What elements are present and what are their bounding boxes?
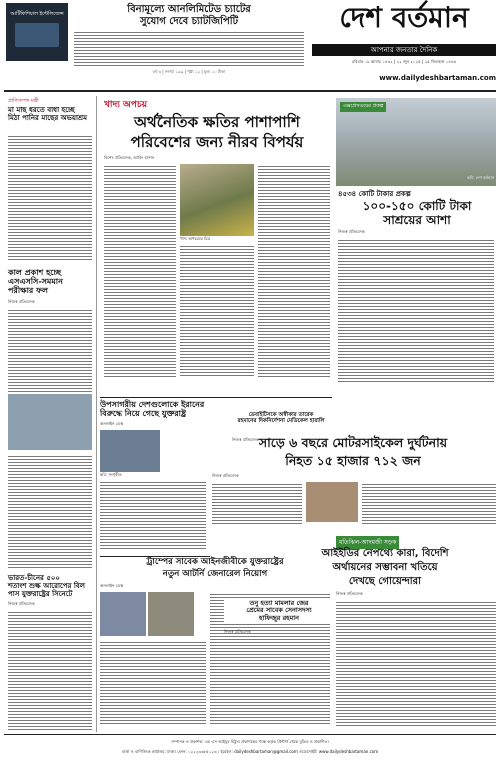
ied-story [321, 536, 498, 730]
motorcycle-photo [306, 482, 358, 522]
iran-byline: অনলাইন ডেস্ক [100, 421, 124, 426]
item1-body [8, 134, 92, 262]
expressway-story [336, 96, 498, 396]
iran-body [100, 480, 206, 550]
ad-box[interactable] [6, 3, 68, 61]
lead-headline-2[interactable]: পরিবেশের জন্য নীরব বিপর্যয় [130, 133, 304, 151]
newspaper-logo[interactable]: দেশ বর্তমান [339, 1, 469, 34]
ied-headline-2[interactable]: অর্থায়নের সম্ভাবনা খতিয়ে [332, 562, 438, 573]
diabetes-byline: নিজস্ব প্রতিবেদক [232, 437, 259, 442]
ad-headline[interactable]: বিনামূল্যে আনলিমিটেড চ্যাটের সুযোগ দেবে চ্যাটজিপিটি [127, 4, 251, 27]
trump-byline: অনলাইন ডেস্ক [100, 583, 124, 588]
lead-story [100, 96, 332, 396]
iran-headline[interactable]: উপসাগরীয় দেশগুলোকে ইরানের বিরুদ্ধে নিয়ে গেছে যুক্তরাষ্ট্র [100, 400, 205, 419]
ied-headline-1[interactable]: আইইডির নেপথ্যে কারা, বিদেশি [321, 548, 449, 559]
item2-headline[interactable]: কাল প্রকাশ হচ্ছে এসএসসি-সমমান পরীক্ষার ফল [8, 268, 63, 296]
lead-body-col3 [258, 164, 330, 378]
expressway-kicker: ৪৫৩৪ কোটি টাকার প্রকল্প [338, 190, 411, 198]
left-column [4, 94, 94, 734]
item1-headline[interactable]: মা মাছ ধরতে বাধা হচ্ছে মিঠা পানির মাছের অভয়াশ্রম [8, 106, 88, 123]
item2-byline: নিজস্ব প্রতিবেদক [8, 299, 35, 304]
expressway-badge: এক্সপ্রেসওয়ের প্রকল্প [340, 102, 386, 112]
motorcycle-byline: নিজস্ব প্রতিবেদক [212, 473, 239, 478]
iran-photo-caption: ছবি: সংগৃহীত [100, 472, 122, 477]
lead-photo [180, 164, 254, 236]
tagline: আপনার জনতার দৈনিক [312, 44, 496, 56]
lead-kicker: খাদ্য অপচয় [104, 100, 148, 110]
ad-brand: আর্টিফিশিয়াল ইন্টেলিজেন্স [10, 11, 64, 17]
ied-byline: নিজস্ব প্রতিবেদক [336, 591, 363, 596]
issue-note: বর্ষ ৩ | সংখ্যা ১৯৯ | পৃষ্ঠা ১২ | মূল্য ১০ টাকা [152, 69, 226, 74]
expressway-body [338, 238, 494, 384]
ad-graphic [15, 23, 59, 47]
item2-body-2 [8, 454, 92, 570]
row-rule-1 [100, 397, 332, 398]
trump-headline-1[interactable]: ট্রাম্পের সাবেক আইনজীবীকে যুক্তরাষ্ট্রের [146, 557, 284, 567]
footer-line-1: সম্পাদক ও প্রকাশক: এম এস আইযুব মিঠুন। প্রকাশকের পক্ষে কর্তৃক প্রিন্টার্স থেকে মুদ্রিত ও প্রকাশিত। [171, 739, 329, 744]
ied-badge: মতিঝিল-আদমজী সড়ক [336, 536, 399, 549]
expressway-byline: নিজস্ব প্রতিবেদক [338, 229, 365, 234]
item3-byline: নিজস্ব প্রতিবেদক [8, 601, 35, 606]
motorcycle-headline-2[interactable]: নিহত ১৫ হাজার ৭১২ জন [285, 453, 421, 468]
ied-body [336, 600, 496, 728]
ad-body-text [74, 30, 304, 66]
motorcycle-body-2 [362, 482, 496, 526]
footer-rule [4, 734, 496, 735]
item3-body [8, 610, 92, 730]
tanu-story [224, 600, 334, 730]
dateline: রবিবার ০৯ আষাঢ় ১৪৩২ | ২২ জুন ২০২৫ | ২৫ জিলহজ ১৪৪৬ [351, 59, 457, 64]
tanu-headline[interactable]: তনু হত্যা মামলার জের প্রেমের সাবেক সেনাসদস্য হাফিজুর রহমান [224, 600, 334, 622]
ied-headline-3[interactable]: দেখছে গোয়েন্দারা [348, 576, 422, 587]
col-divider-1 [96, 96, 97, 732]
lead-body-col2 [180, 244, 254, 378]
lead-photo-caption: খাদ্য অপচয়ের চিত্র [180, 236, 211, 241]
iran-photo [100, 430, 160, 472]
lead-body-col1 [104, 164, 176, 378]
diabetes-headline[interactable]: ডেবাইটিসকে অস্বীকার তারেক রহমানের দিকনির্দেশনা মেডিকেল হারালি [237, 412, 325, 425]
tanu-byline: নিজস্ব প্রতিবেদক [224, 629, 251, 634]
motorcycle-body-1 [212, 482, 302, 526]
trump-photo-1 [100, 592, 146, 636]
lead-headline-1[interactable]: অর্থনৈতিক ক্ষতির পাশাপাশি [134, 113, 300, 131]
motorcycle-headline-1[interactable]: সাড়ে ৬ বছরে মোটরসাইকেল দুর্ঘটনায় [258, 435, 448, 450]
trump-headline-2[interactable]: নতুন আটর্নি জেনারেল নিয়োগ [162, 569, 268, 579]
trump-photo-2 [148, 592, 194, 636]
masthead [0, 0, 500, 96]
expressway-headline[interactable]: ১০০-১৫০ কোটি টাকা সাশ্রয়ের আশা [362, 199, 472, 227]
left-photo [8, 394, 92, 450]
item1-kicker: প্রাণিসম্পদ মন্ত্রী [8, 98, 39, 104]
trump-body-1 [100, 640, 206, 726]
lead-byline: বিশেষ প্রতিবেদক, আবিদ হাসান [104, 155, 155, 160]
website[interactable]: www.dailydeshbartaman.com [379, 74, 496, 82]
masthead-rule [4, 90, 496, 92]
expressway-caption: ছবি: দেশ বর্তমান [467, 175, 494, 180]
footer-line-2: বার্তা ও বাণিজ্যিক কার্যালয়: ঢাকা। ফোন: ০২২২৩৩৮৫১২৩ । ইমেইল: dailydeshbartaman@gmail.com ওয়েবসাইট: www.dailydeshbartaman.com [121, 749, 379, 754]
motorcycle-story [210, 436, 498, 526]
item3-headline[interactable]: ভারত-চীনের ৫০০ শতাংশ শুল্ক আরোপের বিল পাস যুক্তরাষ্ট্রের সিনেটে [8, 574, 85, 599]
